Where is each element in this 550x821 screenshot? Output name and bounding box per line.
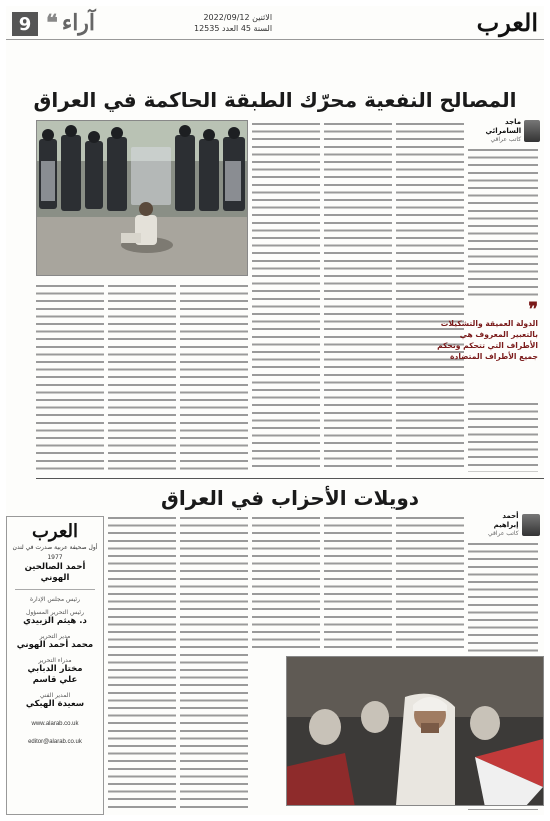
- email-link[interactable]: editor@alarab.co.uk: [28, 739, 82, 745]
- article1-column-5: [180, 282, 248, 472]
- art-name: سعيدة الهبكي: [25, 699, 85, 709]
- protest-photo-graphic: [36, 121, 247, 276]
- credits-box: [6, 516, 104, 815]
- newspaper-page: [6, 6, 544, 815]
- article1-column-1b: [468, 400, 538, 472]
- masthead: [6, 6, 544, 40]
- article1-column-4: [252, 120, 320, 470]
- protest-photo: [36, 120, 248, 276]
- article1-column-7: [36, 282, 104, 472]
- issue-date: الاثنين 2022/09/12: [203, 13, 273, 22]
- article1-column-6: [108, 282, 176, 472]
- role-deputy: مدير التحرير: [39, 633, 71, 640]
- crowd-photo: [286, 656, 544, 806]
- avatar: [522, 514, 540, 536]
- article1-column-3: [324, 120, 392, 470]
- managing-name-1: مختار الدبابي: [27, 664, 83, 674]
- founded-year: 1977: [47, 554, 63, 561]
- role-chief: رئيس مجلس الإدارة: [29, 596, 81, 603]
- section-divider: [36, 478, 544, 479]
- section-title: [46, 10, 95, 36]
- article1-column-1: [468, 146, 538, 296]
- website-link[interactable]: www.alarab.co.uk: [31, 721, 79, 727]
- issue-number: السنة 45 العدد 12535: [194, 24, 273, 33]
- article1-column-2: [396, 120, 464, 470]
- author-name: ماجد السامرائي: [485, 118, 522, 135]
- founded-line: أول صحيفة عربية صدرت في لندن: [12, 544, 98, 551]
- article2-author: [482, 514, 540, 536]
- credits-logo: العرب: [31, 521, 79, 542]
- founder-name: أحمد الصالحين الهوني: [24, 562, 86, 583]
- pull-quote: [430, 299, 538, 398]
- author-role: كاتب عراقي: [487, 530, 519, 537]
- newspaper-logo: العرب: [476, 8, 538, 37]
- author-role: كاتب عراقي: [490, 136, 522, 143]
- role-managing: مدراء التحرير: [38, 657, 72, 664]
- article1-headline: المصالح النفعية محرّك الطبقة الحاكمة في العراق: [33, 88, 517, 112]
- pull-quote-text: الدولة العميقة والتشكيلات بالتعبير المعروف هي الأطراف التي تتحكم وتحكم جميع الأطراف المتضادة: [437, 319, 538, 361]
- article2-column-5: [180, 514, 248, 810]
- chief-name: د. هيثم الزبيدي: [23, 616, 87, 626]
- crowd-photo-graphic: [286, 657, 543, 806]
- quote-icon: ❝: [46, 10, 58, 36]
- quote-icon: ❞: [528, 299, 538, 320]
- section-label: آراء: [61, 10, 96, 36]
- avatar: [524, 120, 540, 142]
- article2-column-6: [108, 514, 176, 810]
- article2-column-2: [396, 514, 464, 650]
- deputy-name: محمد أحمد الهوني: [16, 640, 94, 650]
- role-chief-editor: رئيس التحرير المسؤول: [26, 609, 84, 616]
- article2-headline: دويلات الأحزاب في العراق: [160, 486, 420, 510]
- managing-name-2: علي قاسم: [32, 675, 78, 685]
- divider: [15, 589, 95, 590]
- issue-info: [194, 12, 272, 34]
- article2-column-3: [324, 514, 392, 650]
- role-art: المدير الفني: [39, 692, 71, 699]
- author-name: أحمد إبراهيم: [493, 512, 519, 529]
- article2-column-4: [252, 514, 320, 650]
- article1-author: [482, 120, 540, 142]
- page-number: 9: [12, 12, 38, 36]
